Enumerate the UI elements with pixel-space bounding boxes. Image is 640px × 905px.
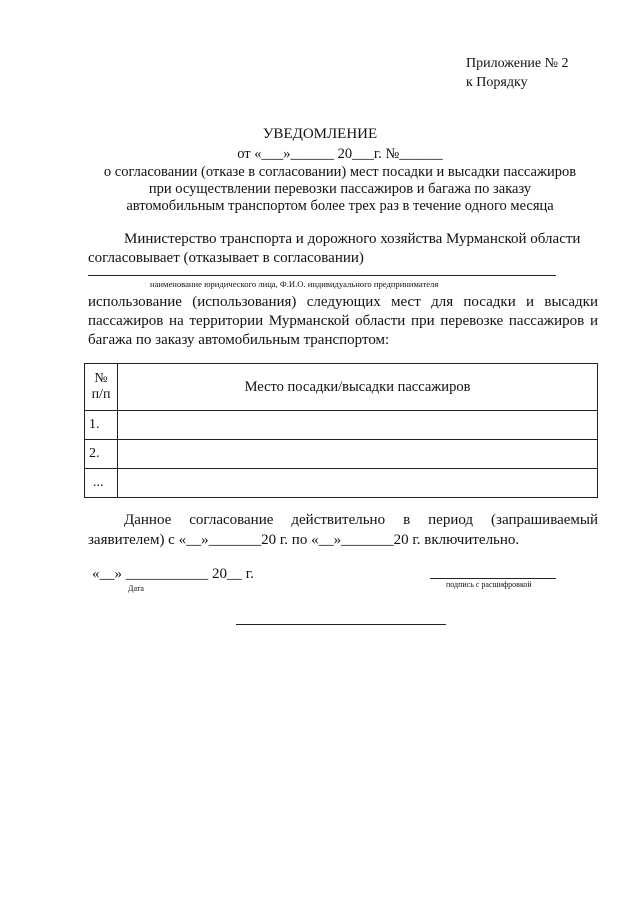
date-label: Дата bbox=[128, 584, 144, 593]
place-cell[interactable] bbox=[118, 411, 598, 440]
date-number-line: от «___»______ 20___г. №______ bbox=[237, 146, 443, 162]
signature-line[interactable] bbox=[430, 578, 556, 579]
row-number: 1. bbox=[85, 411, 118, 440]
header-number-pp: п/п bbox=[91, 387, 111, 402]
appendix-reference bbox=[466, 54, 569, 92]
place-cell[interactable] bbox=[118, 440, 598, 469]
row-number: ... bbox=[85, 469, 118, 498]
applicant-name-line[interactable] bbox=[88, 275, 556, 276]
ministry-statement: Министерство транспорта и дорожного хозяйства Мурманской области согласовывает (отказывает в согласовании) bbox=[88, 231, 581, 266]
bottom-divider bbox=[236, 624, 446, 625]
usage-statement: использование (использования) следующих мест для посадки и высадки пассажиров на территории Мурманской области при перевозке пассажиров и багажа по заказу автомобильным транспортом: bbox=[88, 294, 598, 348]
signature-caption: подпись с расшифровкой bbox=[446, 580, 532, 589]
subject-line-3: автомобильным транспортом более трех раз в течение одного месяца bbox=[126, 198, 554, 214]
document-title: УВЕДОМЛЕНИЕ bbox=[262, 126, 378, 142]
place-cell[interactable] bbox=[118, 469, 598, 498]
table-row bbox=[85, 440, 598, 469]
table-header-row bbox=[85, 364, 598, 411]
row-number: 2. bbox=[85, 440, 118, 469]
table-row bbox=[85, 411, 598, 440]
header-number bbox=[85, 364, 118, 411]
subject-line-2: при осуществлении перевозки пассажиров и багажа по заказу bbox=[148, 181, 532, 197]
table-row bbox=[85, 469, 598, 498]
places-table bbox=[84, 363, 598, 498]
header-number-sign: № bbox=[94, 371, 108, 386]
header-place: Место посадки/высадки пассажиров bbox=[118, 364, 598, 411]
appendix-number: Приложение № 2 bbox=[466, 56, 569, 71]
signature-date: «__» ___________ 20__ г. bbox=[92, 566, 254, 582]
subject-line-1: о согласовании (отказе в согласовании) мест посадки и высадки пассажиров bbox=[103, 164, 577, 180]
applicant-caption: наименование юридического лица, Ф.И.О. индивидуального предпринимателя bbox=[150, 279, 439, 289]
validity-period: Данное согласование действительно в период (запрашиваемый заявителем) с «__»_______20 г. по «__»_______20 г. включительно. bbox=[88, 512, 598, 548]
appendix-procedure: к Порядку bbox=[466, 75, 528, 90]
